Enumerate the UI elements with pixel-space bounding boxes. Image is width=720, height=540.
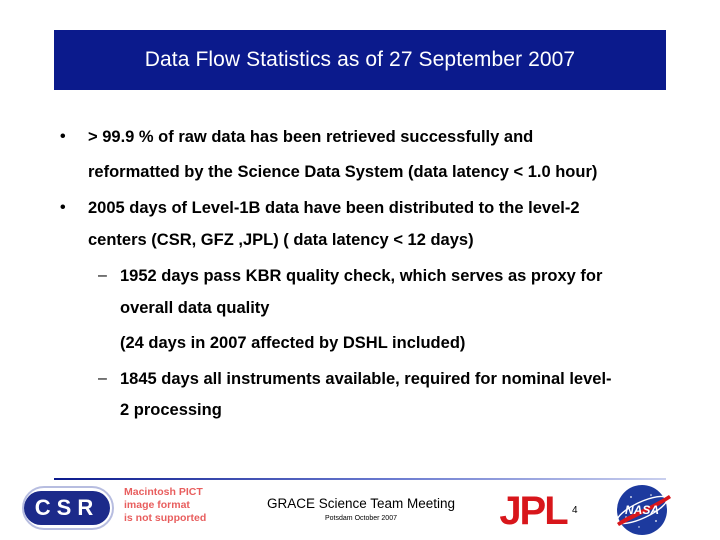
dash-marker: – — [98, 267, 107, 284]
jpl-logo-text: JPL — [499, 491, 567, 527]
pict-line-2: image format — [124, 499, 190, 511]
meeting-name: GRACE Science Team Meeting — [266, 496, 456, 511]
pict-placeholder — [124, 486, 232, 532]
bullet-1-line-2: reformatted by the Science Data System (data latency < 1.0 hour) — [88, 163, 598, 181]
dash-marker: – — [98, 370, 107, 387]
pict-line-3: is not supported — [124, 512, 207, 524]
sub-bullet-1-line-2: overall data quality — [120, 299, 270, 317]
sub-bullet-1-line-1: 1952 days pass KBR quality check, which serves as proxy for — [120, 267, 603, 285]
meeting-location: Potsdam October 2007 — [325, 515, 397, 522]
bullet-2-line-2: centers (CSR, GFZ ,JPL) ( data latency < 12 days) — [88, 231, 474, 249]
pict-line-1: Macintosh PICT — [124, 486, 203, 498]
bullet-1-line-1: > 99.9 % of raw data has been retrieved successfully and — [88, 128, 534, 146]
page-number: 4 — [572, 505, 578, 516]
bullet-marker: • — [60, 199, 66, 216]
nasa-logo — [611, 483, 673, 537]
sub-bullet-2-line-2: 2 processing — [120, 401, 222, 419]
bullet-2-line-1: 2005 days of Level-1B data have been distributed to the level-2 — [88, 199, 580, 217]
bullet-marker: • — [60, 128, 66, 145]
jpl-logo — [491, 491, 575, 527]
csr-logo — [24, 491, 110, 525]
nasa-logo-text: NASA — [624, 503, 660, 517]
sub-bullet-2-line-1: 1845 days all instruments available, required for nominal level- — [120, 370, 612, 388]
footer-divider — [54, 478, 666, 480]
csr-logo-text: CSR — [34, 495, 100, 520]
sub-bullet-1-line-3: (24 days in 2007 affected by DSHL included) — [120, 334, 466, 352]
slide-title: Data Flow Statistics as of 27 September 2007 — [144, 48, 576, 71]
